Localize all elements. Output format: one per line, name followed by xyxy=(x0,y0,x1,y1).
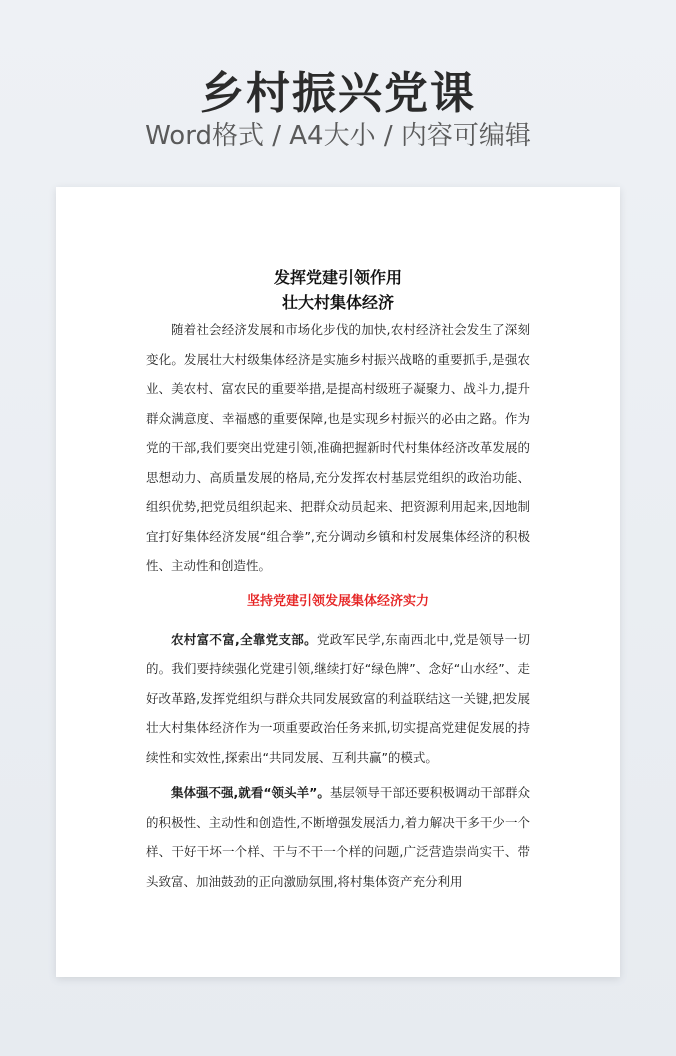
document-title-line-1: 发挥党建引领作用 xyxy=(273,268,402,287)
document-title-line-2: 壮大村集体经济 xyxy=(281,293,394,312)
paragraph-1 xyxy=(146,625,530,773)
paragraph-2-lead: 集体强不强,就看“领头羊”。 xyxy=(171,785,330,800)
section-heading: 坚持党建引领发展集体经济实力 xyxy=(246,593,429,609)
page-title: 乡村振兴党课 xyxy=(200,68,476,119)
paragraph-2-body: 基层领导干部还要积极调动干部群众的积极性、主动性和创造性,不断增强发展活力,着力解决干多干少一个样、干好干坏一个样、干与不干一个样的问题,广泛营造崇尚实干、带头致富、加油鼓劲的正向激励氛围,将村集体资产充分利用 xyxy=(146,785,530,889)
document-page xyxy=(56,187,620,977)
paragraph-1-body: 党政军民学,东南西北中,党是领导一切的。我们要持续强化党建引领,继续打好“绿色牌”、念好“山水经”、走好改革路,发挥党组织与群众共同发展致富的利益联结这一关键,把发展壮大村集体经济作为一项重要政治任务来抓,切实提高党建促发展的持续性和实效性,探索出“共同发展、互利共赢”的模式。 xyxy=(146,631,530,765)
document-content xyxy=(146,265,530,896)
paragraph-2 xyxy=(146,778,530,896)
intro-paragraph: 随着社会经济发展和市场化步伐的加快,农村经济社会发生了深刻变化。发展壮大村级集体经济是实施乡村振兴战略的重要抓手,是强农业、美农村、富农民的重要举措,是提高村级班子凝聚力、战斗力,提升群众满意度、幸福感的重要保障,也是实现乡村振兴的必由之路。作为党的干部,我们要突出党建引领,准确把握新时代村集体经济改革发展的思想动力、高质量发展的格局,充分发挥农村基层党组织的政治功能、组织优势,把党员组织起来、把群众动员起来、把资源利用起来,因地制宜打好集体经济发展“组合拳”,充分调动乡镇和村发展集体经济的积极性、主动性和创造性。 xyxy=(146,322,530,573)
page-subtitle: Word格式 / A4大小 / 内容可编辑 xyxy=(145,121,531,151)
paragraph-1-lead: 农村富不富,全靠党支部。 xyxy=(171,631,317,647)
